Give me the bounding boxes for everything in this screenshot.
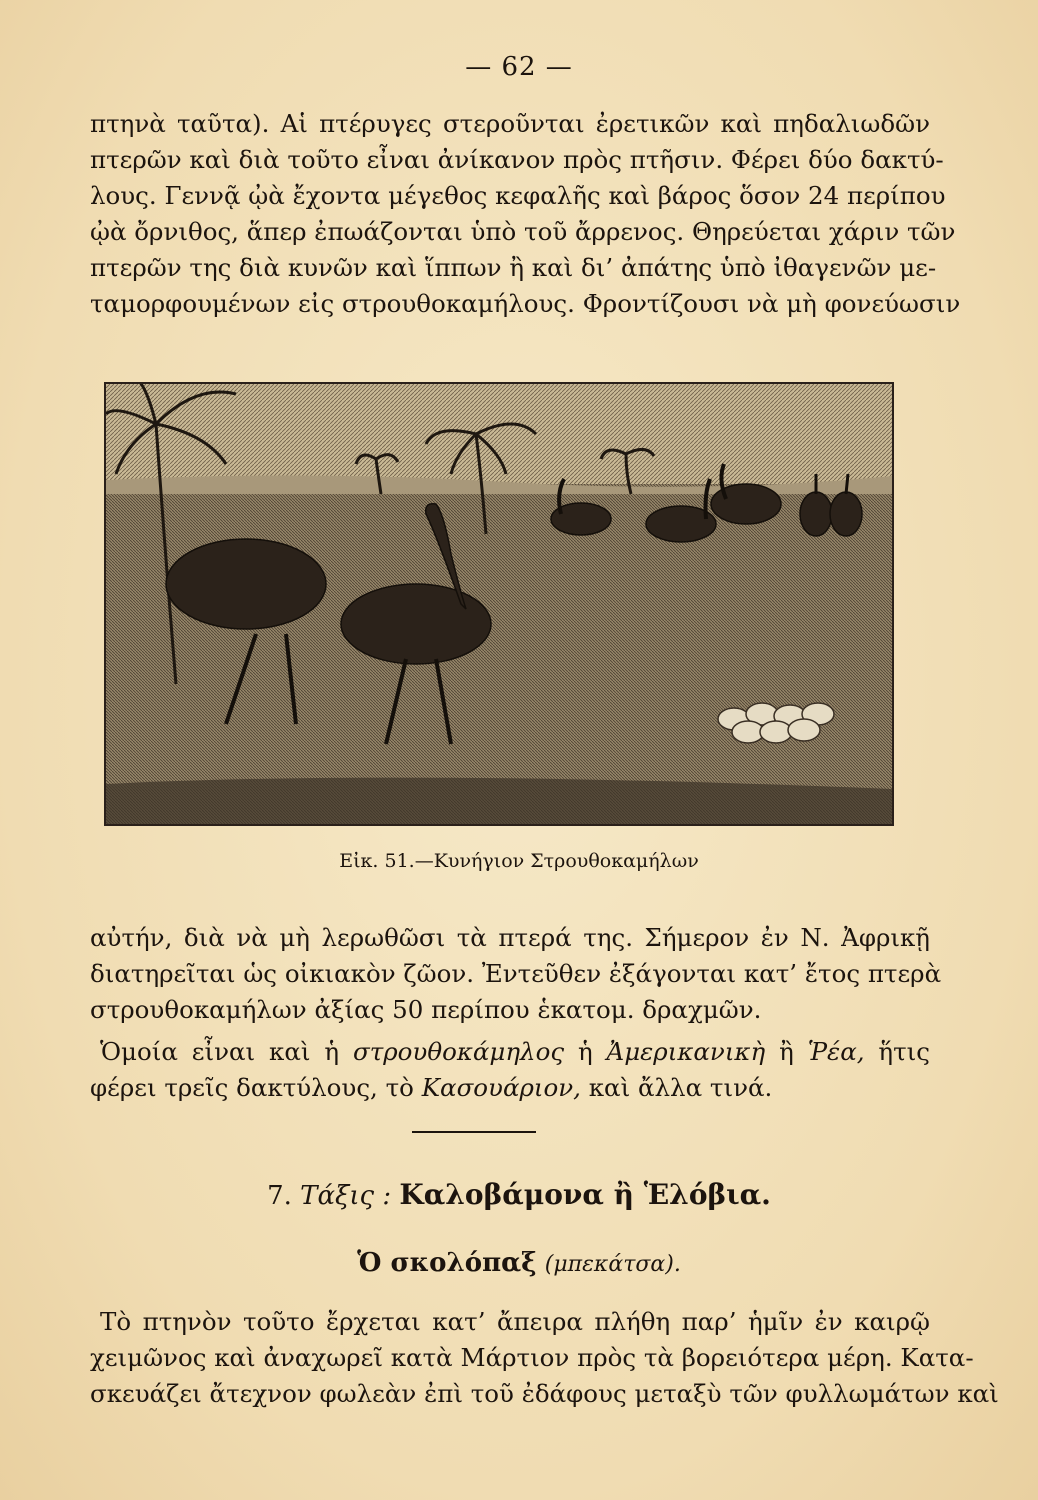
text-line: ᾠὰ ὄρνιθος, ἅπερ ἐπωάζονται ὑπὸ τοῦ ἄρρενος. Θηρεύεται χάριν τῶν bbox=[90, 217, 956, 246]
term-american: Ἀμερικανικὴ bbox=[606, 1037, 766, 1066]
text-line: διατηρεῖται ὡς οἰκιακὸν ζῶον. Ἐντεῦθεν ἐξάγονται κατ’ ἔτος πτερὰ bbox=[90, 959, 942, 988]
text-line: λους. Γεννᾷ ᾠὰ ἔχοντα μέγεθος κεφαλῆς καὶ βάρος ὅσον 24 περίπου bbox=[90, 181, 946, 210]
species-name: Ὁ σκολόπαξ bbox=[357, 1248, 537, 1278]
section-divider bbox=[412, 1131, 536, 1133]
term-rhea: Ῥέα, bbox=[807, 1037, 865, 1066]
engraving-image bbox=[106, 384, 892, 824]
text-line: στρουθοκαμήλων ἀξίας 50 περίπου ἑκατομ. δραχμῶν. bbox=[90, 995, 762, 1024]
page-number: — 62 — bbox=[465, 52, 573, 82]
species-heading bbox=[0, 1248, 1038, 1278]
order-number: 7. bbox=[267, 1181, 292, 1211]
term-cassowary: Κασουάριον, bbox=[421, 1073, 581, 1102]
paragraph-ostrich-farming bbox=[90, 920, 942, 1028]
paragraph-related-species bbox=[90, 1034, 930, 1106]
text-line: πτερῶν της διὰ κυνῶν καὶ ἵππων ἢ καὶ δι’ ἀπάτης ὑπὸ ἰθαγενῶν με- bbox=[90, 253, 937, 282]
text-line: σκευάζει ἄτεχνον φωλεὰν ἐπὶ τοῦ ἐδάφους μεταξὺ τῶν φυλλωμάτων καὶ bbox=[90, 1379, 999, 1408]
text-line: αὐτήν, διὰ νὰ μὴ λερωθῶσι τὰ πτερά της. Σήμερον ἐν Ν. Ἀφρικῇ bbox=[90, 923, 930, 952]
text-line: Τὸ πτηνὸν τοῦτο ἔρχεται κατ’ ἄπειρα πλήθη παρ’ ἡμῖν ἐν καιρῷ bbox=[100, 1307, 930, 1336]
text-line: πτερῶν καὶ διὰ τοῦτο εἶναι ἀνίκανον πρὸς πτῆσιν. Φέρει δύο δακτύ- bbox=[90, 145, 944, 174]
ostrich-hunt-illustration bbox=[104, 382, 894, 826]
paragraph-ostrich-description bbox=[90, 106, 961, 322]
order-label: Τάξις : bbox=[300, 1181, 392, 1211]
paragraph-woodcock bbox=[90, 1304, 999, 1412]
text-line: χειμῶνος καὶ ἀναχωρεῖ κατὰ Μάρτιον πρὸς τὰ βορειότερα μέρη. Κατα- bbox=[90, 1343, 974, 1372]
text-line: ταμορφουμένων εἰς στρουθοκαμήλους. Φροντίζουσι νὰ μὴ φονεύωσιν bbox=[90, 289, 961, 318]
order-name: Καλοβάμονα ἢ Ἑλόβια. bbox=[399, 1178, 771, 1211]
text-line: φέρει τρεῖς δακτύλους, τὸ Κασουάριον, καὶ ἄλλα τινά. bbox=[90, 1073, 773, 1102]
order-heading bbox=[0, 1178, 1038, 1211]
figure-caption: Εἰκ. 51.—Κυνήγιον Στρουθοκαμήλων bbox=[339, 850, 699, 872]
text-line: πτηνὰ ταῦτα). Αἱ πτέρυγες στεροῦνται ἐρετικῶν καὶ πηδαλιωδῶν bbox=[90, 109, 930, 138]
term-ostrich: στρουθοκάμηλος bbox=[353, 1037, 565, 1066]
species-common-name: (μπεκάτσα). bbox=[544, 1252, 681, 1277]
text-line: Ὁμοία εἶναι καὶ ἡ στρουθοκάμηλος ἡ Ἀμερικανικὴ ἢ Ῥέα, ἥτις bbox=[100, 1037, 930, 1066]
